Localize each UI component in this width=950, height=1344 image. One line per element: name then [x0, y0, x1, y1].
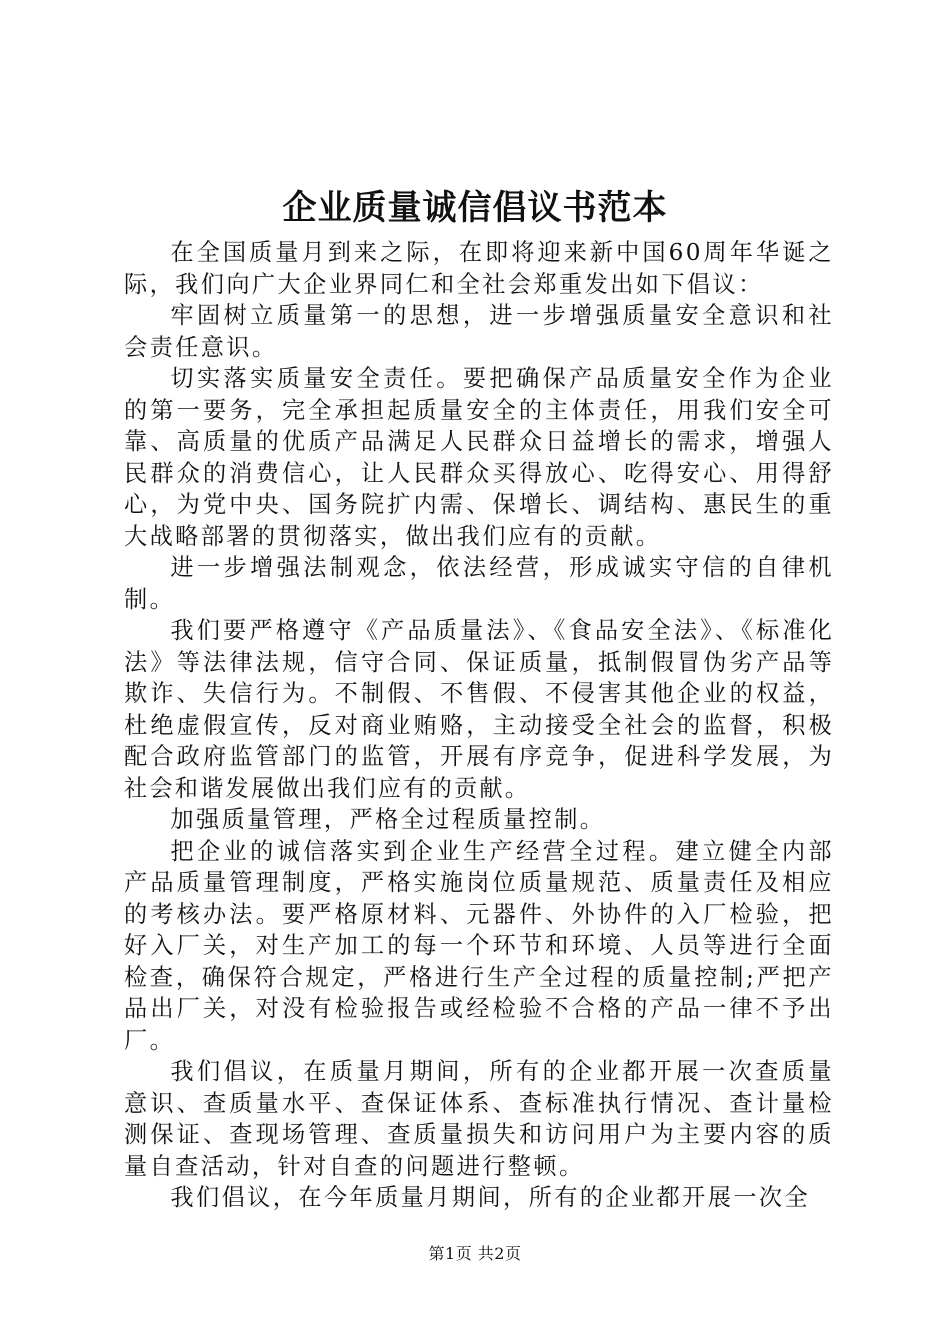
paragraph: 加强质量管理，严格全过程质量控制。	[170, 806, 606, 833]
paragraph: 我们要严格遵守《产品质量法》、《食品安全法》、《标准化法》等法律法规，信守合同、保证质量，抵制假冒伪劣产品等欺诈、失信行为。不制假、不售假、不侵害其他企业的权益，杜绝虚假宣传，反对商业贿赂，主动接受全社会的监督，积极配合政府监管部门的监管，开展有序竞争，促进科学发展，为社会和谐发展做出我们应有的贡献。	[124, 617, 834, 802]
paragraph: 我们倡议，在质量月期间，所有的企业都开展一次查质量意识、查质量水平、查保证体系、查标准执行情况、查计量检测保证、查现场管理、查质量损失和访问用户为主要内容的质量自查活动，针对自查的问题进行整顿。	[124, 1058, 834, 1180]
document-title: 企业质量诚信倡议书范本	[282, 188, 668, 228]
paragraph: 牢固树立质量第一的思想，进一步增强质量安全意识和社会责任意识。	[124, 302, 834, 361]
paragraph: 进一步增强法制观念，依法经营，形成诚实守信的自律机制。	[124, 554, 834, 613]
paragraph: 把企业的诚信落实到企业生产经营全过程。建立健全内部产品质量管理制度，严格实施岗位质量规范、质量责任及相应的考核办法。要严格原材料、元器件、外协件的入厂检验，把好入厂关，对生产加工的每一个环节和环境、人员等进行全面检查，确保符合规定，严格进行生产全过程的质量控制;严把产品出厂关，对没有检验报告或经检验不合格的产品一律不予出厂。	[124, 837, 834, 1054]
document-body	[124, 237, 834, 1214]
paragraph: 切实落实质量安全责任。要把确保产品质量安全作为企业的第一要务，完全承担起质量安全的主体责任，用我们安全可靠、高质量的优质产品满足人民群众日益增长的需求，增强人民群众的消费信心，让人民群众买得放心、吃得安心、用得舒心，为党中央、国务院扩内需、保增长、调结构、惠民生的重大战略部署的贯彻落实，做出我们应有的贡献。	[124, 365, 834, 550]
page-footer: 第1页 共2页	[428, 1244, 522, 1263]
paragraph: 我们倡议，在今年质量月期间，所有的企业都开展一次全	[170, 1184, 811, 1211]
paragraph: 在全国质量月到来之际，在即将迎来新中国60周年华诞之际，我们向广大企业界同仁和全社会郑重发出如下倡议：	[124, 239, 834, 298]
